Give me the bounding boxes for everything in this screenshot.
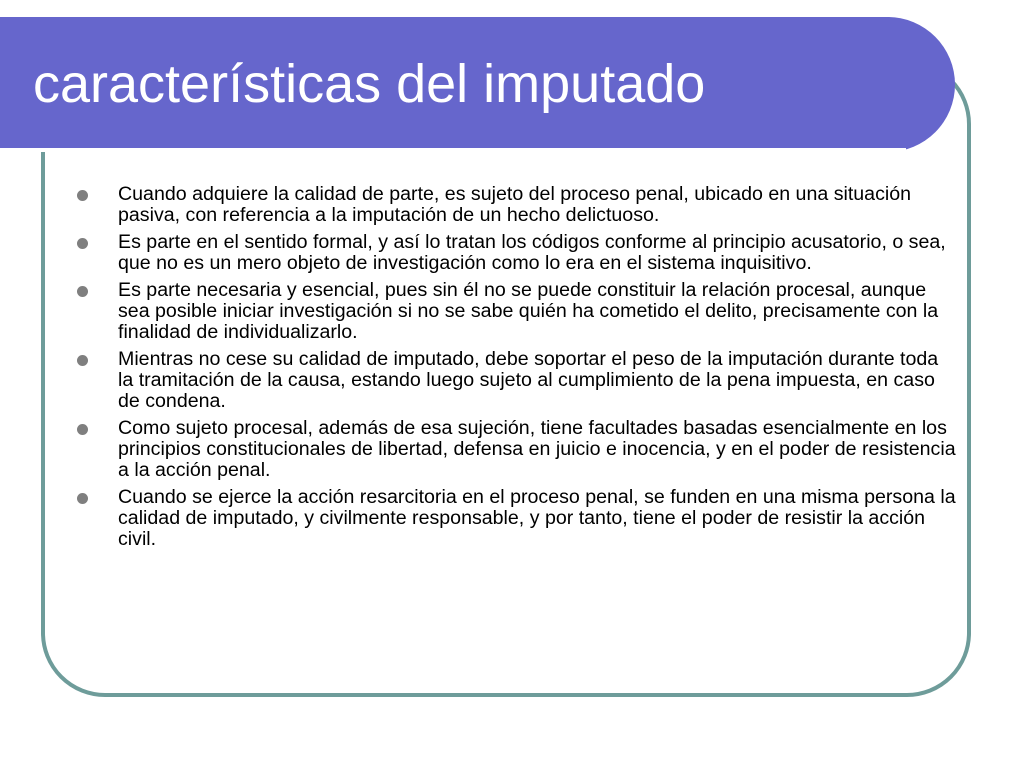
bullet-dot-icon: [77, 493, 88, 504]
title-underline: [0, 148, 906, 152]
bullet-text: Es parte necesaria y esencial, pues sin él no se puede constituir la relación procesal, aunque sea posible iniciar investigación si no se sabe quién ha cometido el delito, precisamente con la finalidad de individualizarlo.: [118, 279, 939, 343]
bullet-text: Es parte en el sentido formal, y así lo tratan los códigos conforme al principio acusatorio, o sea, que no es un mero objeto de investigación como lo era en el sistema inquisitivo.: [118, 231, 946, 274]
bullet-text: Cuando adquiere la calidad de parte, es sujeto del proceso penal, ubicado en una situación pasiva, con referencia a la imputación de un hecho delictuoso.: [118, 183, 912, 226]
bullet-list: [77, 184, 957, 556]
bullet-item: [77, 232, 957, 274]
bullet-dot-icon: [77, 355, 88, 366]
bullet-dot-icon: [77, 424, 88, 435]
bullet-text: Mientras no cese su calidad de imputado, debe soportar el peso de la imputación durante toda la tramitación de la causa, estando luego sujeto al cumplimiento de la pena impuesta, en caso de condena.: [118, 348, 939, 412]
bullet-text: Cuando se ejerce la acción resarcitoria en el proceso penal, se funden en una misma persona la calidad de imputado, y civilmente responsable, y por tanto, tiene el poder de resistir la acción civil.: [118, 486, 956, 550]
title-bar: [0, 17, 955, 152]
bullet-dot-icon: [77, 286, 88, 297]
bullet-item: [77, 280, 957, 343]
bullet-item: [77, 418, 957, 481]
bullet-dot-icon: [77, 190, 88, 201]
bullet-item: [77, 487, 957, 550]
bullet-item: [77, 184, 957, 226]
bullet-dot-icon: [77, 238, 88, 249]
bullet-text: Como sujeto procesal, además de esa sujeción, tiene facultades basadas esencialmente en los principios constitucionales de libertad, defensa en juicio e inocencia, y en el poder de resistencia a la acción penal.: [118, 417, 956, 481]
bullet-item: [77, 349, 957, 412]
slide-title: características del imputado: [33, 54, 706, 114]
